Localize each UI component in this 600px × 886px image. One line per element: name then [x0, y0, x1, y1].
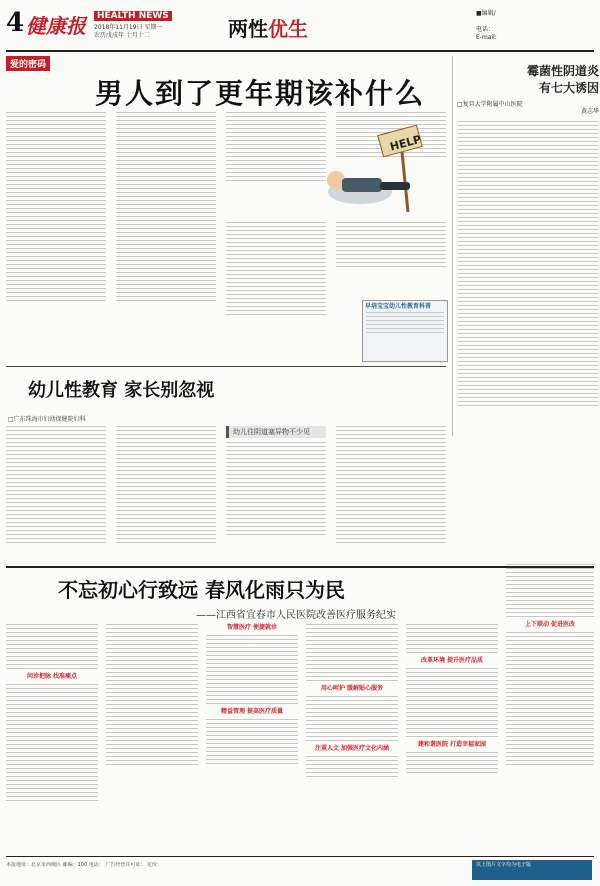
date-line: 2018年11月19日 星期一: [94, 24, 163, 31]
masthead-rule: [6, 50, 594, 52]
middle-article-body: [6, 426, 446, 566]
footer-box: [472, 860, 592, 880]
bottom-section-1: 问诊把脉 找准痛点: [26, 673, 78, 680]
sidebar-note-title: 早培宝宝幼儿性教育科普: [365, 303, 432, 310]
bottom-section-4: 改革环境 提升医疗品质: [420, 657, 484, 664]
english-name: HEALTH NEWS: [94, 11, 172, 21]
section-divider-1: [6, 366, 446, 367]
bottom-section-7: 注重人文 加强医疗文化内涵: [314, 745, 390, 752]
middle-subhead: 幼儿往阴道塞异物不少见: [226, 426, 326, 438]
footer-text: 本报地址：北京市西城区 邮编：100 电话： 广告经营许可证： 定价：: [6, 862, 162, 868]
bottom-headline: 不忘初心行致远 春风化雨只为民: [58, 578, 345, 602]
email-line: E-mail:: [476, 34, 497, 41]
right-article-author: 黄志华: [580, 108, 599, 115]
editor-line: ■编辑/: [476, 10, 496, 17]
main-headline: 男人到了更年期该补什么: [95, 77, 426, 110]
right-article-source: □复旦大学附属中山医院: [457, 101, 523, 108]
right-article-title-line2: 有七大诱因: [538, 81, 599, 95]
help-sign-label: HELP: [388, 132, 423, 154]
bottom-section-8: 建和谐医院 打造幸福家园: [417, 741, 487, 748]
middle-headline: 幼儿性教育 家长别忽视: [28, 380, 215, 401]
right-article-body: [457, 121, 599, 406]
section-title-a: 两性: [228, 17, 268, 41]
article-tag: [6, 56, 50, 71]
right-article: [452, 56, 599, 436]
bottom-article-body: [6, 621, 594, 848]
bottom-section-2: 智慧医疗 便捷就诊: [226, 624, 278, 631]
section-title: [228, 13, 308, 42]
middle-source: □广东珠海市妇幼保健院妇科: [8, 416, 86, 423]
right-article-title-line1: 霉菌性阴道炎: [526, 64, 599, 78]
footer-rule: [6, 856, 594, 857]
bottom-section-5: 上下联动 促进医改: [524, 621, 576, 628]
masthead: [6, 6, 594, 46]
bottom-section-3: 精益管理 提高医疗质量: [220, 708, 284, 715]
footer-box-text: 以上图片文字均为电子版: [476, 862, 532, 868]
lunar-line: 农历戊戌年 十月十二: [94, 32, 150, 39]
page-number: 4: [6, 8, 25, 38]
paper-name: 健康报: [26, 14, 86, 38]
help-figure: [300, 112, 448, 222]
bottom-subheadline: ——江西省宜春市人民医院改善医疗服务纪实: [196, 610, 396, 621]
help-illustration: [300, 112, 448, 222]
bottom-section-6: 用心呵护 缓解贴心服务: [320, 685, 384, 692]
sidebar-note-box: [362, 300, 448, 362]
article-tag-label: 爱的密码: [10, 60, 47, 70]
phone-line: 电话：: [476, 26, 495, 33]
section-title-b: 优生: [268, 17, 308, 41]
